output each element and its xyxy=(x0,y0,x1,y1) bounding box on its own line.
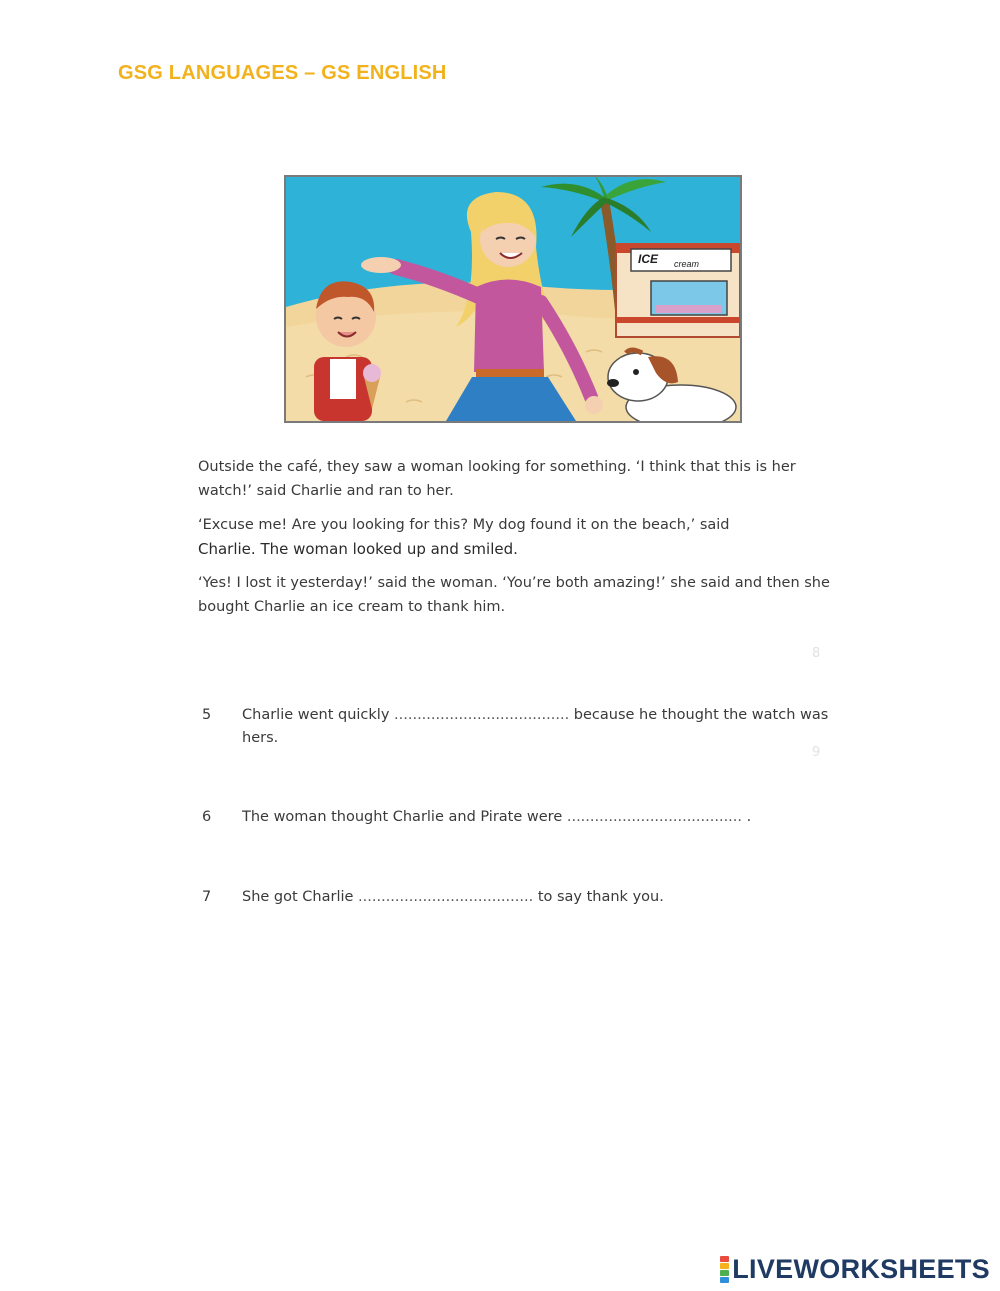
brand-name: LIVEWORKSHEETS xyxy=(732,1254,990,1284)
ice-cream-shop xyxy=(616,243,740,337)
story-paragraph: ‘Yes! I lost it yesterday!’ said the woman. ‘You’re both amazing!’ she said and then she bought Charlie an ice cream to thank him. xyxy=(198,575,830,615)
svg-text:cream: cream xyxy=(674,259,700,269)
question-number: 7 xyxy=(202,889,212,905)
question-6 xyxy=(202,806,842,829)
question-text-before: The woman thought Charlie and Pirate were xyxy=(242,809,563,825)
answer-blank[interactable]: ...................................... xyxy=(358,889,534,905)
question-text xyxy=(242,704,842,750)
faint-mark: 8 xyxy=(812,646,821,661)
question-text-after: to say thank you. xyxy=(537,889,664,905)
question-number: 5 xyxy=(202,707,212,723)
svg-text:ICE: ICE xyxy=(638,252,659,266)
question-text-before: She got Charlie xyxy=(242,889,354,905)
page-title: GSG LANGUAGES – GS ENGLISH xyxy=(118,62,447,84)
question-number: 6 xyxy=(202,809,212,825)
liveworksheets-brand xyxy=(720,1254,990,1285)
story-paragraph: Outside the café, they saw a woman looking for something. ‘I think that this is her watch!’ said Charlie and ran to her. xyxy=(198,459,796,499)
answer-blank[interactable]: ...................................... xyxy=(394,707,570,723)
question-7 xyxy=(202,886,842,909)
question-text-after: because he thought the watch was hers. xyxy=(242,707,829,746)
question-text xyxy=(242,886,842,909)
question-text xyxy=(242,806,842,829)
faint-mark: 9 xyxy=(812,745,821,760)
story-illustration xyxy=(284,175,742,423)
story-paragraph: Charlie. The woman looked up and smiled. xyxy=(198,540,518,558)
story-text xyxy=(198,455,838,629)
answer-blank[interactable]: ...................................... xyxy=(566,809,743,825)
question-text-after: . xyxy=(746,809,752,825)
story-paragraph: ‘Excuse me! Are you looking for this? My dog found it on the beach,’ said xyxy=(198,517,730,533)
liveworksheets-logo-icon xyxy=(720,1256,729,1283)
question-5 xyxy=(202,704,842,750)
question-text-before: Charlie went quickly xyxy=(242,707,390,723)
